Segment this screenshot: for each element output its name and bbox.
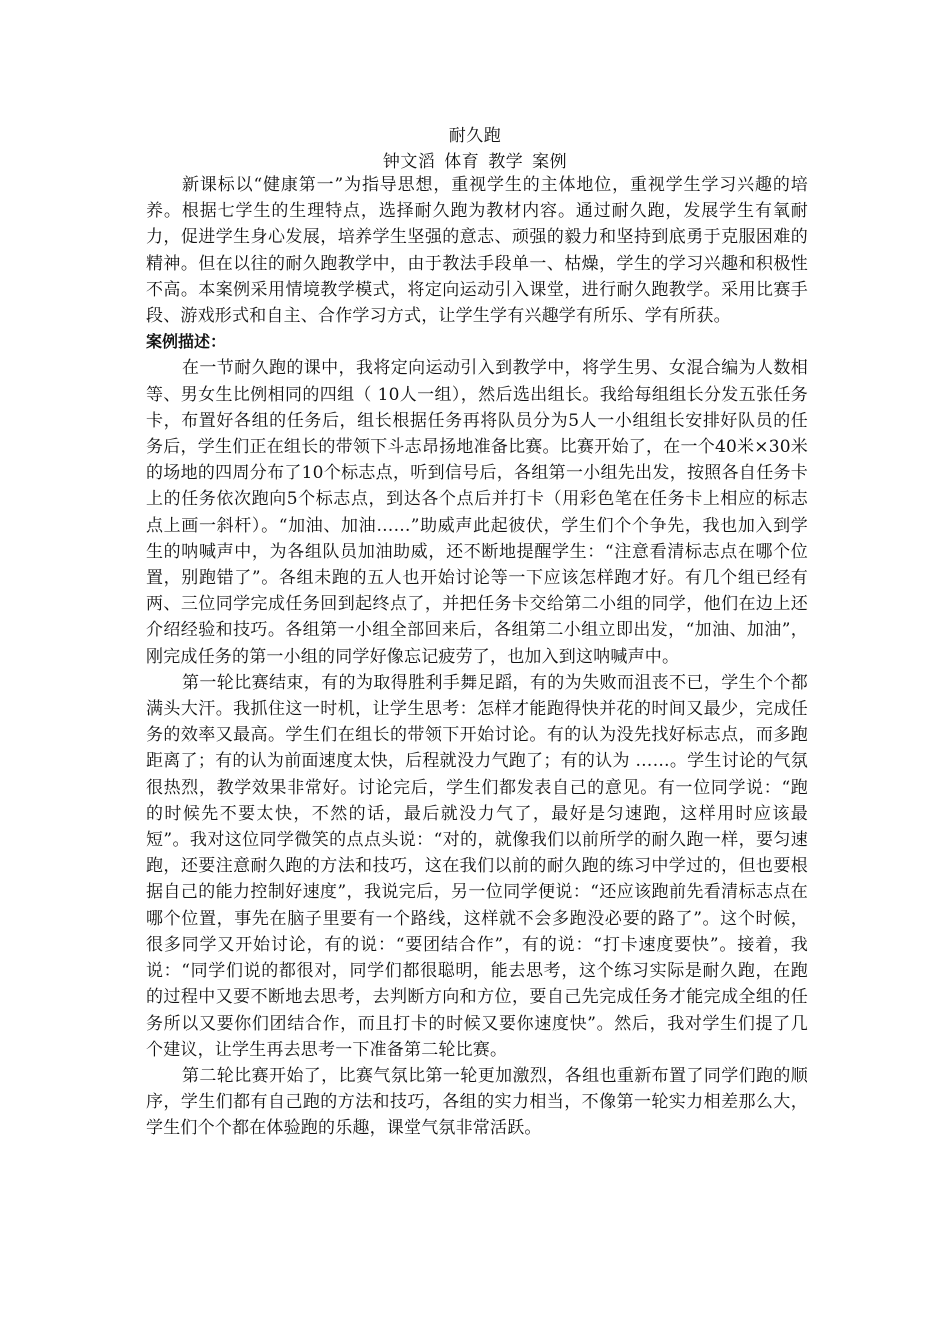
body-paragraph-3: 第二轮比赛开始了，比赛气氛比第一轮更加激烈，各组也重新布置了同学们跑的顺序，学生们都有自己跑的方法和技巧，各组的实力相当，不像第一轮实力相差那么大，学生们个个都在体验跑的乐趣，课堂气氛非常活跃。	[146, 1065, 808, 1139]
intro-paragraph: 新课标以“健康第一”为指导思想，重视学生的主体地位，重视学生学习兴趣的培养。根据七学生的生理特点，选择耐久跑为教材内容。通过耐久跑，发展学生有氧耐力，促进学生身心发展，培养学生坚强的意志、顽强的毅力和坚持到底勇于克服困难的精神。但在以往的耐久跑教学中，由于教法手段单一、枯燥，学生的学习兴趣和积极性不高。本案例采用情境教学模式，将定向运动引入课堂，进行耐久跑教学。采用比赛手段、游戏形式和自主、合作学习方式，让学生学有兴趣学有所乐、学有所获。	[146, 175, 808, 327]
body-paragraph-1: 在一节耐久跑的课中，我将定向运动引入到教学中，将学生男、女混合编为人数相等、男女生比例相同的四组（ 10人一组），然后选出组长。我给每组组长分发五张任务卡，布置好各组的任务后，组长根据任务再将队员分为5人一小组组长安排好队员的任务后，学生们正在组长的带领下斗志昂扬地准备比赛。比赛开始了，在一个40米×30米的场地的四周分布了10个标志点，听到信号后，各组第一小组先出发，按照各自任务卡上的任务依次跑向5个标志点，到达各个点后并打卡（用彩色笔在任务卡上相应的标志点上画一斜杆）。“加油、加油……”助威声此起彼伏，学生们个个争先，我也加入到学生的呐喊声中，为各组队员加油助威，还不断地提醒学生：“注意看清标志点在哪个位置，别跑错了”。各组未跑的五人也开始讨论等一下应该怎样跑才好。有几个组已经有两、三位同学完成任务回到起终点了，并把任务卡交给第二小组的同学，他们在边上还介绍经验和技巧。各组第一小组全部回来后，各组第二小组立即出发，“加油、加油”，刚完成任务的第一小组的同学好像忘记疲劳了，也加入到这呐喊声中。	[146, 358, 808, 667]
body-paragraph-2: 第一轮比赛结束，有的为取得胜利手舞足蹈，有的为失败而沮丧不已，学生个个都满头大汗。我抓住这一时机，让学生思考：怎样才能跑得快并花的时间又最少，完成任务的效率又最高。学生们在组长的带领下开始讨论。有的认为没先找好标志点，而多跑距离了；有的认为前面速度太快，后程就没力气跑了；有的认为 ……。学生讨论的气氛很热烈，教学效果非常好。讨论完后，学生们都发表自己的意见。有一位同学说：“跑的时候先不要太快，不然的话，最后就没力气了，最好是匀速跑，这样用时应该最短”。我对这位同学微笑的点点头说：“对的，就像我们以前所学的耐久跑一样，要匀速跑，还要注意耐久跑的方法和技巧，这在我们以前的耐久跑的练习中学过的，但也要根据自己的能力控制好速度”，我说完后，另一位同学便说：“还应该跑前先看清标志点在哪个位置，事先在脑子里要有一个路线，这样就不会多跑没必要的路了”。这个时候，很多同学又开始讨论，有的说：“要团结合作”，有的说：“打卡速度要快”。接着，我说：“同学们说的都很对，同学们都很聪明，能去思考，这个练习实际是耐久跑，在跑的过程中又要不断地去思考，去判断方向和方位，要自己先完成任务才能完成全组的任务所以又要你们团结合作，而且打卡的时候又要你速度快”。然后，我对学生们提了几个建议，让学生再去思考一下准备第二轮比赛。	[146, 672, 808, 1060]
document-title: 耐久跑	[448, 126, 502, 146]
document-keywords: 钟文滔 体育 教学 案例	[382, 152, 568, 172]
document-body	[146, 172, 808, 1142]
section-heading: 案例描述：	[146, 332, 227, 352]
